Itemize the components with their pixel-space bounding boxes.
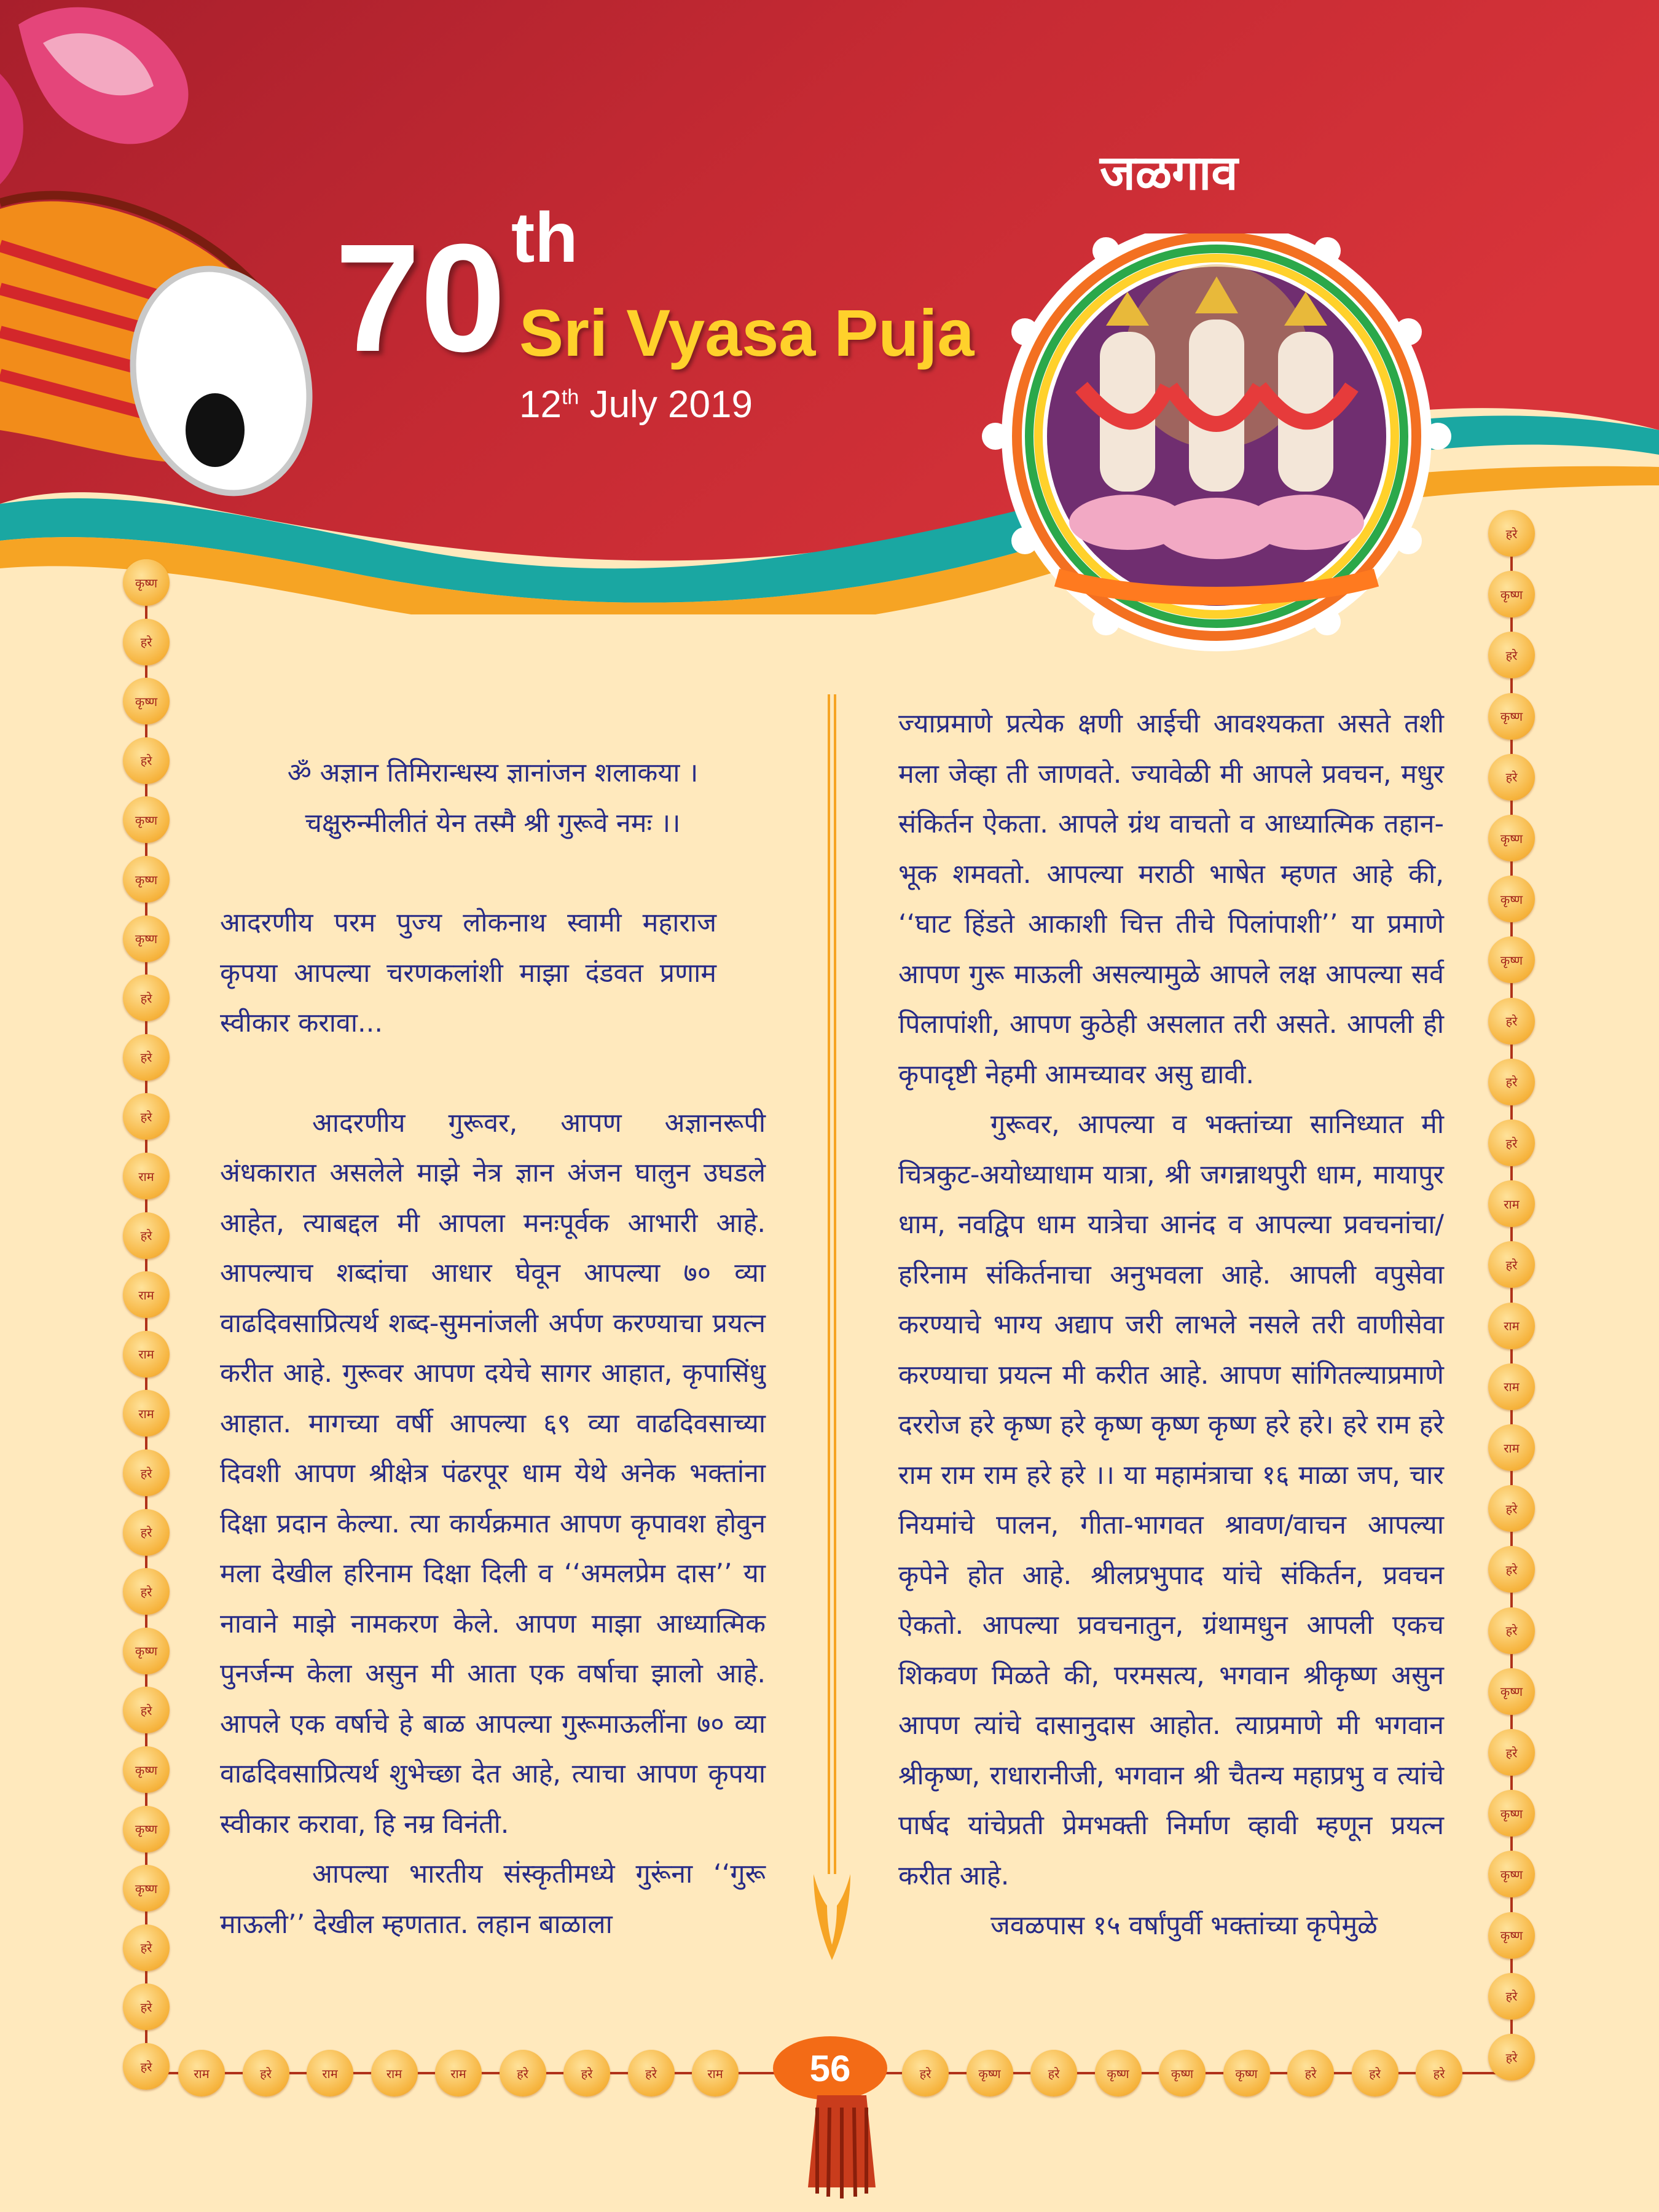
mantra-bead: कृष्ण [123, 1746, 170, 1793]
right-column [898, 699, 1444, 1951]
mantra-bead: हरे [243, 2050, 289, 2096]
anniversary-number: 70 [335, 212, 506, 383]
mantra-bead: कृष्ण [1488, 571, 1535, 618]
mantra-bead: हरे [123, 1034, 170, 1081]
mantra-bead: हरे [123, 1568, 170, 1615]
mantra-bead: हरे [123, 975, 170, 1021]
mantra-bead: कृष्ण [1488, 693, 1535, 740]
mantra-bead: राम [371, 2050, 418, 2096]
shloka-line-1: ॐ अज्ञान तिमिरान्धस्य ज्ञानांजन शलाकया । [287, 758, 699, 788]
mantra-bead: कृष्ण [1488, 876, 1535, 922]
shloka-line-2: चक्षुरुन्मीलीतं येन तस्मै श्री गुरूवे नमः ।। [305, 807, 681, 839]
mantra-bead: राम [178, 2050, 225, 2096]
event-date [519, 383, 753, 426]
date-day: 12 [519, 383, 562, 426]
mantra-bead: कृष्ण [1488, 936, 1535, 983]
date-suffix: th [561, 385, 579, 409]
mantra-bead: कृष्ण [123, 1865, 170, 1912]
salutation-paragraph: आदरणीय परम पुज्य लोकनाथ स्वामी महाराज कृपया आपल्या चरणकलांशी माझा दंडवत प्रणाम स्वीकार करावा... [220, 908, 716, 1038]
mantra-bead: हरे [123, 1093, 170, 1140]
mantra-bead: कृष्ण [1488, 815, 1535, 861]
mantra-bead: हरे [1352, 2050, 1398, 2096]
mantra-bead: कृष्ण [1223, 2050, 1270, 2096]
city-name: जळगाव [1100, 146, 1238, 201]
mantra-bead: कृष्ण [123, 1806, 170, 1853]
mantra-bead: हरे [1488, 2034, 1535, 2081]
mantra-bead: कृष्ण [123, 796, 170, 843]
event-title: Sri Vyasa Puja [519, 296, 975, 370]
mantra-bead: राम [435, 2050, 482, 2096]
mantra-bead: हरे [1488, 510, 1535, 557]
right-paragraph-1: ज्याप्रमाणे प्रत्येक क्षणी आईची आवश्यकता असते तशी मला जेव्हा ती जाणवते. ज्यावेळी मी आपले प्रवचन, मधुर संकिर्तन ऐकता. आपले ग्रंथ वाचतो व आध्यात्मिक तहान-भूक शमवतो. आपल्या मराठी भाषेत म्हणत आहे की, ‘‘घाट हिंडते आकाशी चित्त तीचे पिलांपाशी’’ या प्रमाणे आपण गुरू माऊली असल्यामुळे आपले लक्ष आपल्या सर्व पिलापांशी, आपण कुठेही असलात तरी असते. आपली ही कृपादृष्टी नेहमी आमच्यावर असु द्यावी. [898, 708, 1444, 1090]
mantra-bead: हरे [1287, 2050, 1334, 2096]
mantra-bead: राम [692, 2050, 739, 2096]
mantra-bead: राम [1488, 1303, 1535, 1349]
mantra-bead: हरे [123, 1687, 170, 1733]
mantra-bead: हरे [628, 2050, 675, 2096]
mantra-bead: हरे [1488, 1241, 1535, 1288]
mantra-bead: हरे [123, 2043, 170, 2090]
mridanga-drum-icon [0, 0, 320, 504]
mantra-bead: कृष्ण [1095, 2050, 1142, 2096]
mantra-bead: हरे [1488, 1973, 1535, 2020]
mantra-bead: कृष्ण [123, 916, 170, 962]
page-number: 56 [773, 2036, 887, 2100]
mantra-bead: राम [123, 1153, 170, 1199]
mantra-bead: हरे [1488, 1059, 1535, 1105]
mantra-bead: हरे [1488, 754, 1535, 801]
mantra-bead: हरे [1030, 2050, 1077, 2096]
mantra-bead: राम [1488, 1180, 1535, 1227]
mantra-bead: कृष्ण [1488, 1912, 1535, 1959]
mantra-bead: हरे [1488, 1546, 1535, 1593]
mantra-bead: कृष्ण [967, 2050, 1013, 2096]
deity-photo [959, 233, 1475, 676]
mantra-bead: हरे [1488, 998, 1535, 1045]
mantra-bead: हरे [1416, 2050, 1462, 2096]
mantra-bead: हरे [1488, 1729, 1535, 1776]
mantra-bead: हरे [123, 619, 170, 665]
left-paragraph-1: आदरणीय गुरूवर, आपण अज्ञानरूपी अंधकारात असलेले माझे नेत्र ज्ञान अंजन घालुन उघडले आहेत, त्याबद्दल मी आपला मनःपूर्वक आभारी आहे. आपल्याच शब्दांचा आधार घेवून आपल्या ७० व्या वाढदिवसाप्रित्यर्थ शब्द-सुमनांजली अर्पण करण्याचा प्रयत्न करीत आहे. गुरूवर आपण दयेचे सागर आहात, कृपासिंधु आहात. मागच्या वर्षी आपल्या ६९ व्या वाढदिवसाच्या दिवशी आपण श्रीक्षेत्र पंढरपूर धाम येथे अनेक भक्तांना दिक्षा प्रदान केल्या. त्या कार्यक्रमात आपण कृपावश होवुन मला देखील हरिनाम दिक्षा दिली व ‘‘अमलप्रेम दास’’ या नावाने माझे नामकरण केले. आपण माझा आध्यात्मिक पुनर्जन्म केला असुन मी आता एक वर्षाचा झालो आहे. आपले एक वर्षाचे हे बाळ आपल्या गुरूमाऊलींना ७० व्या वाढदिवसाप्रित्यर्थ शुभेच्छा देत आहे, त्याचा आपण कृपया स्वीकार करावा, हि नम्र विनंती. [220, 1107, 766, 1840]
mantra-bead: हरे [1488, 1120, 1535, 1166]
right-paragraph-2: गुरूवर, आपल्या व भक्तांच्या सानिध्यात मी चित्रकुट-अयोध्याधाम यात्रा, श्री जगन्नाथपुरी धाम, मायापुर धाम, नवद्विप धाम यात्रेचा आनंद व आपल्या प्रवचनांचा/हरिनाम संकिर्तनाचा अनुभवला आहे. आपली वपुसेवा करण्याचे भाग्य अद्याप जरी लाभले नसले तरी वाणीसेवा करण्याचा प्रयत्न मी करीत आहे. आपण सांगितल्याप्रमाणे दररोज हरे कृष्ण हरे कृष्ण कृष्ण कृष्ण हरे हरे। हरे राम हरे राम राम राम हरे हरे ।। या महामंत्राचा १६ माळा जप, चार नियमांचे पालन, गीता-भागवत श्रावण/वाचन आपल्या कृपेने होत आहे. श्रीलप्रभुपाद यांचे संकिर्तन, प्रवचन ऐकतो. आपल्या प्रवचनातुन, ग्रंथामधुन आपली एकच शिकवण मिळते की, परमसत्य, भगवान श्रीकृष्ण असुन आपण त्यांचे दासानुदास आहोत. त्याप्रमाणे मी भगवान श्रीकृष्ण, राधारानीजी, भगवान श्री चैतन्य महाप्रभु व त्यांचे पार्षद यांचेप्रती प्रेमभक्ती निर्माण व्हावी म्हणून प्रयत्न करीत आहे. [898, 1109, 1444, 1891]
mantra-bead: कृष्ण [1488, 1790, 1535, 1837]
mantra-bead: कृष्ण [123, 678, 170, 724]
mantra-bead: हरे [123, 737, 170, 784]
mantra-bead: हरे [123, 1924, 170, 1971]
tilak-icon [809, 1868, 855, 1966]
mantra-bead: हरे [902, 2050, 949, 2096]
mantra-bead: राम [123, 1331, 170, 1378]
mantra-bead: कृष्ण [1488, 1668, 1535, 1715]
mantra-bead: हरे [123, 1212, 170, 1259]
right-paragraph-3: जवळपास १५ वर्षांपुर्वी भक्तांच्या कृपेमुळे [990, 1910, 1378, 1941]
column-divider [825, 694, 839, 1929]
left-paragraph-2: आपल्या भारतीय संस्कृतीमध्ये गुरूंना ‘‘गुरू माऊली’’ देखील म्हणतात. लहान बाळाला [220, 1859, 766, 1940]
mantra-bead: राम [1488, 1363, 1535, 1410]
date-month-year: July 2019 [589, 383, 753, 426]
mantra-bead: हरे [1488, 1485, 1535, 1532]
mantra-bead: हरे [1488, 1607, 1535, 1654]
mantra-bead: राम [123, 1390, 170, 1437]
left-column [220, 748, 766, 1950]
mantra-bead: कृष्ण [123, 559, 170, 606]
mantra-bead: हरे [1488, 632, 1535, 678]
mantra-bead: कृष्ण [1159, 2050, 1206, 2096]
mantra-bead: हरे [563, 2050, 610, 2096]
tassel-icon [793, 2089, 891, 2200]
mantra-bead: राम [1488, 1424, 1535, 1471]
mantra-bead: राम [123, 1271, 170, 1318]
mantra-bead: राम [307, 2050, 353, 2096]
mantra-bead: कृष्ण [123, 856, 170, 903]
anniversary-suffix: th [511, 198, 578, 277]
mantra-bead: कृष्ण [1488, 1851, 1535, 1897]
mantra-bead: हरे [123, 1509, 170, 1556]
mantra-bead: हरे [123, 1983, 170, 2030]
mantra-bead: हरे [123, 1449, 170, 1496]
mantra-bead: कृष्ण [123, 1628, 170, 1674]
mantra-bead: हरे [500, 2050, 546, 2096]
